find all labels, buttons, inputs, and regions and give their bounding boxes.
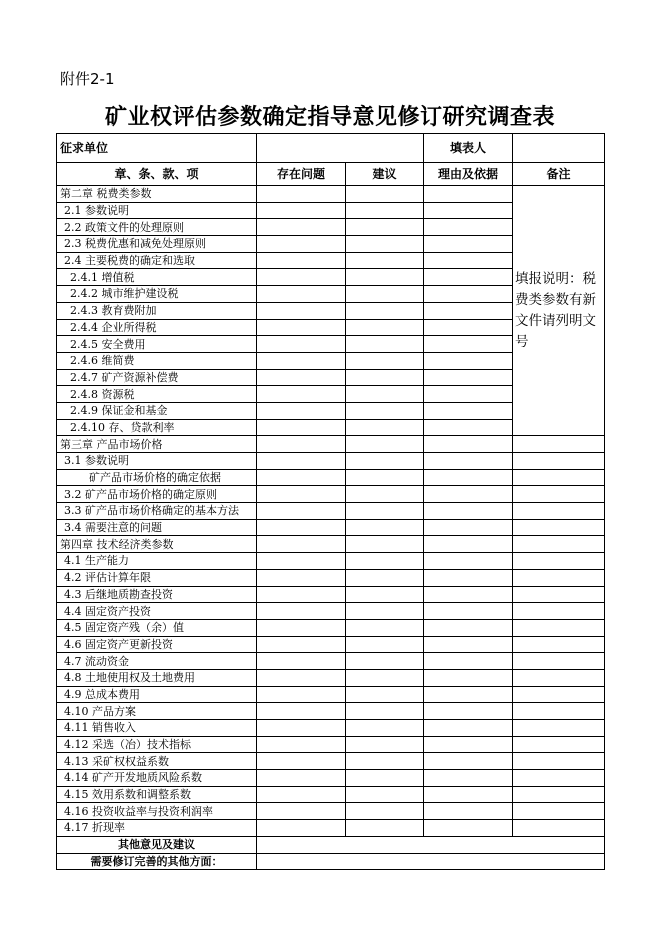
table-row — [57, 703, 605, 720]
row-label: 4.4 固定资产投资 — [57, 603, 257, 620]
problem-cell[interactable] — [257, 736, 346, 753]
suggestion-cell[interactable] — [346, 286, 424, 303]
table-row — [57, 619, 605, 636]
reason-cell[interactable] — [424, 786, 513, 803]
table-row — [57, 603, 605, 620]
table-row — [57, 686, 605, 703]
reason-cell[interactable] — [424, 503, 513, 520]
problem-cell[interactable] — [257, 503, 346, 520]
problem-cell[interactable] — [257, 653, 346, 670]
reason-cell[interactable] — [424, 669, 513, 686]
row-label: 4.6 固定资产更新投资 — [57, 636, 257, 653]
remark-cell[interactable] — [513, 653, 605, 670]
improve-label: 需要修订完善的其他方面： — [57, 853, 257, 870]
row-label: 4.16 投资收益率与投资利润率 — [57, 803, 257, 820]
remark-cell[interactable] — [513, 453, 605, 470]
problem-cell[interactable] — [257, 770, 346, 787]
reason-cell[interactable] — [424, 269, 513, 286]
suggestion-cell[interactable] — [346, 653, 424, 670]
solicit-unit-field[interactable] — [257, 134, 424, 163]
suggestion-cell[interactable] — [346, 386, 424, 403]
reason-cell[interactable] — [424, 519, 513, 536]
row-label: 4.17 折现率 — [57, 820, 257, 837]
problem-cell[interactable] — [257, 369, 346, 386]
problem-cell[interactable] — [257, 636, 346, 653]
row-label: 3.4 需要注意的问题 — [57, 519, 257, 536]
suggestion-cell[interactable] — [346, 803, 424, 820]
row-label: 2.4 主要税费的确定和选取 — [57, 252, 257, 269]
reason-cell[interactable] — [424, 636, 513, 653]
reason-cell[interactable] — [424, 436, 513, 453]
reason-cell[interactable] — [424, 586, 513, 603]
row-label: 4.1 生产能力 — [57, 553, 257, 570]
remark-cell[interactable] — [513, 469, 605, 486]
column-header-section: 章、条、款、项 — [57, 163, 257, 186]
reason-cell[interactable] — [424, 336, 513, 353]
suggestion-cell[interactable] — [346, 603, 424, 620]
problem-cell[interactable] — [257, 336, 346, 353]
problem-cell[interactable] — [257, 586, 346, 603]
fill-instructions-note: 填报说明：税费类参数有新文件请列明文号 — [513, 186, 605, 436]
remark-cell[interactable] — [513, 803, 605, 820]
row-label: 4.12 采选（冶）技术指标 — [57, 736, 257, 753]
problem-cell[interactable] — [257, 453, 346, 470]
reason-cell[interactable] — [424, 703, 513, 720]
row-label: 4.2 评估计算年限 — [57, 569, 257, 586]
problem-cell[interactable] — [257, 269, 346, 286]
problem-cell[interactable] — [257, 386, 346, 403]
suggestion-cell[interactable] — [346, 503, 424, 520]
table-row — [57, 770, 605, 787]
reason-cell[interactable] — [424, 386, 513, 403]
reason-cell[interactable] — [424, 553, 513, 570]
row-label: 2.4.10 存、贷款利率 — [57, 419, 257, 436]
page-title: 矿业权评估参数确定指导意见修订研究调查表 — [104, 105, 555, 130]
row-label: 4.3 后继地质勘查投资 — [57, 586, 257, 603]
suggestion-cell[interactable] — [346, 302, 424, 319]
other-opinions-label: 其他意见及建议 — [57, 836, 257, 853]
suggestion-cell[interactable] — [346, 486, 424, 503]
reason-cell[interactable] — [424, 402, 513, 419]
problem-cell[interactable] — [257, 669, 346, 686]
problem-cell[interactable] — [257, 619, 346, 636]
problem-cell[interactable] — [257, 519, 346, 536]
reason-cell[interactable] — [424, 803, 513, 820]
row-label: 2.4.9 保证金和基金 — [57, 402, 257, 419]
improve-field[interactable] — [257, 853, 605, 870]
remark-cell[interactable] — [513, 486, 605, 503]
table-row — [57, 669, 605, 686]
problem-cell[interactable] — [257, 553, 346, 570]
problem-cell[interactable] — [257, 486, 346, 503]
remark-cell[interactable] — [513, 770, 605, 787]
row-label: 3.2 矿产品市场价格的确定原则 — [57, 486, 257, 503]
problem-cell[interactable] — [257, 402, 346, 419]
row-label: 4.10 产品方案 — [57, 703, 257, 720]
suggestion-cell[interactable] — [346, 736, 424, 753]
solicit-unit-label: 征求单位 — [57, 134, 257, 163]
suggestion-cell[interactable] — [346, 586, 424, 603]
problem-cell[interactable] — [257, 469, 346, 486]
row-label: 第二章 税费类参数 — [57, 186, 257, 203]
problem-cell[interactable] — [257, 286, 346, 303]
suggestion-cell[interactable] — [346, 252, 424, 269]
remark-cell[interactable] — [513, 586, 605, 603]
filler-field[interactable] — [513, 134, 605, 163]
table-row — [57, 803, 605, 820]
suggestion-cell[interactable] — [346, 536, 424, 553]
reason-cell[interactable] — [424, 536, 513, 553]
suggestion-cell[interactable] — [346, 753, 424, 770]
suggestion-cell[interactable] — [346, 453, 424, 470]
suggestion-cell[interactable] — [346, 419, 424, 436]
reason-cell[interactable] — [424, 352, 513, 369]
remark-cell[interactable] — [513, 536, 605, 553]
problem-cell[interactable] — [257, 536, 346, 553]
problem-cell[interactable] — [257, 569, 346, 586]
remark-cell[interactable] — [513, 436, 605, 453]
row-label: 2.4.8 资源税 — [57, 386, 257, 403]
reason-cell[interactable] — [424, 453, 513, 470]
problem-cell[interactable] — [257, 686, 346, 703]
remark-cell[interactable] — [513, 736, 605, 753]
suggestion-cell[interactable] — [346, 336, 424, 353]
table-row — [57, 720, 605, 737]
problem-cell[interactable] — [257, 786, 346, 803]
row-label: 2.1 参数说明 — [57, 202, 257, 219]
problem-cell[interactable] — [257, 352, 346, 369]
row-label: 2.4.6 维简费 — [57, 352, 257, 369]
reason-cell[interactable] — [424, 820, 513, 837]
problem-cell[interactable] — [257, 720, 346, 737]
row-label: 2.2 政策文件的处理原则 — [57, 219, 257, 236]
reason-cell[interactable] — [424, 486, 513, 503]
row-label: 4.9 总成本费用 — [57, 686, 257, 703]
reason-cell[interactable] — [424, 236, 513, 253]
problem-cell[interactable] — [257, 302, 346, 319]
improve-row — [57, 853, 605, 870]
reason-cell[interactable] — [424, 603, 513, 620]
reason-cell[interactable] — [424, 469, 513, 486]
table-row — [57, 653, 605, 670]
remark-cell[interactable] — [513, 720, 605, 737]
suggestion-cell[interactable] — [346, 402, 424, 419]
column-header-suggestion: 建议 — [346, 163, 424, 186]
problem-cell[interactable] — [257, 820, 346, 837]
suggestion-cell[interactable] — [346, 369, 424, 386]
table-row — [57, 786, 605, 803]
remark-cell[interactable] — [513, 503, 605, 520]
row-label: 2.4.3 教育费附加 — [57, 302, 257, 319]
column-header-remark: 备注 — [513, 163, 605, 186]
problem-cell[interactable] — [257, 319, 346, 336]
suggestion-cell[interactable] — [346, 770, 424, 787]
other-opinions-field[interactable] — [257, 836, 605, 853]
suggestion-cell[interactable] — [346, 786, 424, 803]
row-label: 4.13 采矿权权益系数 — [57, 753, 257, 770]
remark-cell[interactable] — [513, 703, 605, 720]
reason-cell[interactable] — [424, 186, 513, 203]
reason-cell[interactable] — [424, 569, 513, 586]
row-label: 2.4.1 增值税 — [57, 269, 257, 286]
reason-cell[interactable] — [424, 252, 513, 269]
row-label: 4.15 效用系数和调整系数 — [57, 786, 257, 803]
problem-cell[interactable] — [257, 703, 346, 720]
problem-cell[interactable] — [257, 419, 346, 436]
remark-cell[interactable] — [513, 553, 605, 570]
remark-cell[interactable] — [513, 569, 605, 586]
row-label: 4.5 固定资产残（余）值 — [57, 619, 257, 636]
table-row — [57, 569, 605, 586]
reason-cell[interactable] — [424, 686, 513, 703]
row-label: 第三章 产品市场价格 — [57, 436, 257, 453]
suggestion-cell[interactable] — [346, 569, 424, 586]
reason-cell[interactable] — [424, 720, 513, 737]
column-header-reason: 理由及依据 — [424, 163, 513, 186]
row-label: 3.3 矿产品市场价格确定的基本方法 — [57, 503, 257, 520]
suggestion-cell[interactable] — [346, 202, 424, 219]
suggestion-cell[interactable] — [346, 720, 424, 737]
reason-cell[interactable] — [424, 319, 513, 336]
problem-cell[interactable] — [257, 186, 346, 203]
row-label: 4.8 土地使用权及土地费用 — [57, 669, 257, 686]
row-label: 2.4.2 城市维护建设税 — [57, 286, 257, 303]
row-label: 2.4.7 矿产资源补偿费 — [57, 369, 257, 386]
problem-cell[interactable] — [257, 219, 346, 236]
reason-cell[interactable] — [424, 219, 513, 236]
table-row — [57, 503, 605, 520]
table-row — [57, 469, 605, 486]
remark-cell[interactable] — [513, 686, 605, 703]
remark-cell[interactable] — [513, 519, 605, 536]
table-row — [57, 453, 605, 470]
reason-cell[interactable] — [424, 302, 513, 319]
suggestion-cell[interactable] — [346, 669, 424, 686]
table-row — [57, 820, 605, 837]
row-label: 矿产品市场价格的确定依据 — [57, 469, 257, 486]
row-label: 4.7 流动资金 — [57, 653, 257, 670]
problem-cell[interactable] — [257, 252, 346, 269]
table-row — [57, 536, 605, 553]
other-opinions-row — [57, 836, 605, 853]
suggestion-cell[interactable] — [346, 553, 424, 570]
problem-cell[interactable] — [257, 603, 346, 620]
remark-cell[interactable] — [513, 636, 605, 653]
reason-cell[interactable] — [424, 653, 513, 670]
survey-table — [56, 133, 605, 870]
reason-cell[interactable] — [424, 202, 513, 219]
problem-cell[interactable] — [257, 803, 346, 820]
row-label: 4.11 销售收入 — [57, 720, 257, 737]
suggestion-cell[interactable] — [346, 186, 424, 203]
suggestion-cell[interactable] — [346, 319, 424, 336]
column-header-row — [57, 163, 605, 186]
remark-cell[interactable] — [513, 786, 605, 803]
row-label: 2.4.4 企业所得税 — [57, 319, 257, 336]
suggestion-cell[interactable] — [346, 236, 424, 253]
row-label: 3.1 参数说明 — [57, 453, 257, 470]
table-row — [57, 553, 605, 570]
suggestion-cell[interactable] — [346, 219, 424, 236]
annex-label: 附件2-1 — [60, 70, 115, 88]
row-label: 4.14 矿产开发地质风险系数 — [57, 770, 257, 787]
suggestion-cell[interactable] — [346, 519, 424, 536]
remark-cell[interactable] — [513, 669, 605, 686]
suggestion-cell[interactable] — [346, 636, 424, 653]
suggestion-cell[interactable] — [346, 820, 424, 837]
table-row — [57, 436, 605, 453]
reason-cell[interactable] — [424, 286, 513, 303]
solicit-row — [57, 134, 605, 163]
remark-cell[interactable] — [513, 619, 605, 636]
suggestion-cell[interactable] — [346, 619, 424, 636]
table-row — [57, 753, 605, 770]
reason-cell[interactable] — [424, 369, 513, 386]
suggestion-cell[interactable] — [346, 436, 424, 453]
remark-cell[interactable] — [513, 603, 605, 620]
row-label: 第四章 技术经济类参数 — [57, 536, 257, 553]
suggestion-cell[interactable] — [346, 469, 424, 486]
table-row — [57, 486, 605, 503]
table-row — [57, 636, 605, 653]
column-header-problem: 存在问题 — [257, 163, 346, 186]
problem-cell[interactable] — [257, 202, 346, 219]
filler-label: 填表人 — [424, 134, 513, 163]
table-row — [57, 736, 605, 753]
remark-cell[interactable] — [513, 820, 605, 837]
reason-cell[interactable] — [424, 619, 513, 636]
reason-cell[interactable] — [424, 753, 513, 770]
row-label: 2.3 税费优惠和减免处理原则 — [57, 236, 257, 253]
row-label: 2.4.5 安全费用 — [57, 336, 257, 353]
reason-cell[interactable] — [424, 419, 513, 436]
suggestion-cell[interactable] — [346, 686, 424, 703]
problem-cell[interactable] — [257, 436, 346, 453]
reason-cell[interactable] — [424, 736, 513, 753]
remark-cell[interactable] — [513, 753, 605, 770]
table-row — [57, 186, 605, 203]
suggestion-cell[interactable] — [346, 703, 424, 720]
suggestion-cell[interactable] — [346, 269, 424, 286]
table-row — [57, 586, 605, 603]
problem-cell[interactable] — [257, 236, 346, 253]
reason-cell[interactable] — [424, 770, 513, 787]
problem-cell[interactable] — [257, 753, 346, 770]
suggestion-cell[interactable] — [346, 352, 424, 369]
table-row — [57, 519, 605, 536]
